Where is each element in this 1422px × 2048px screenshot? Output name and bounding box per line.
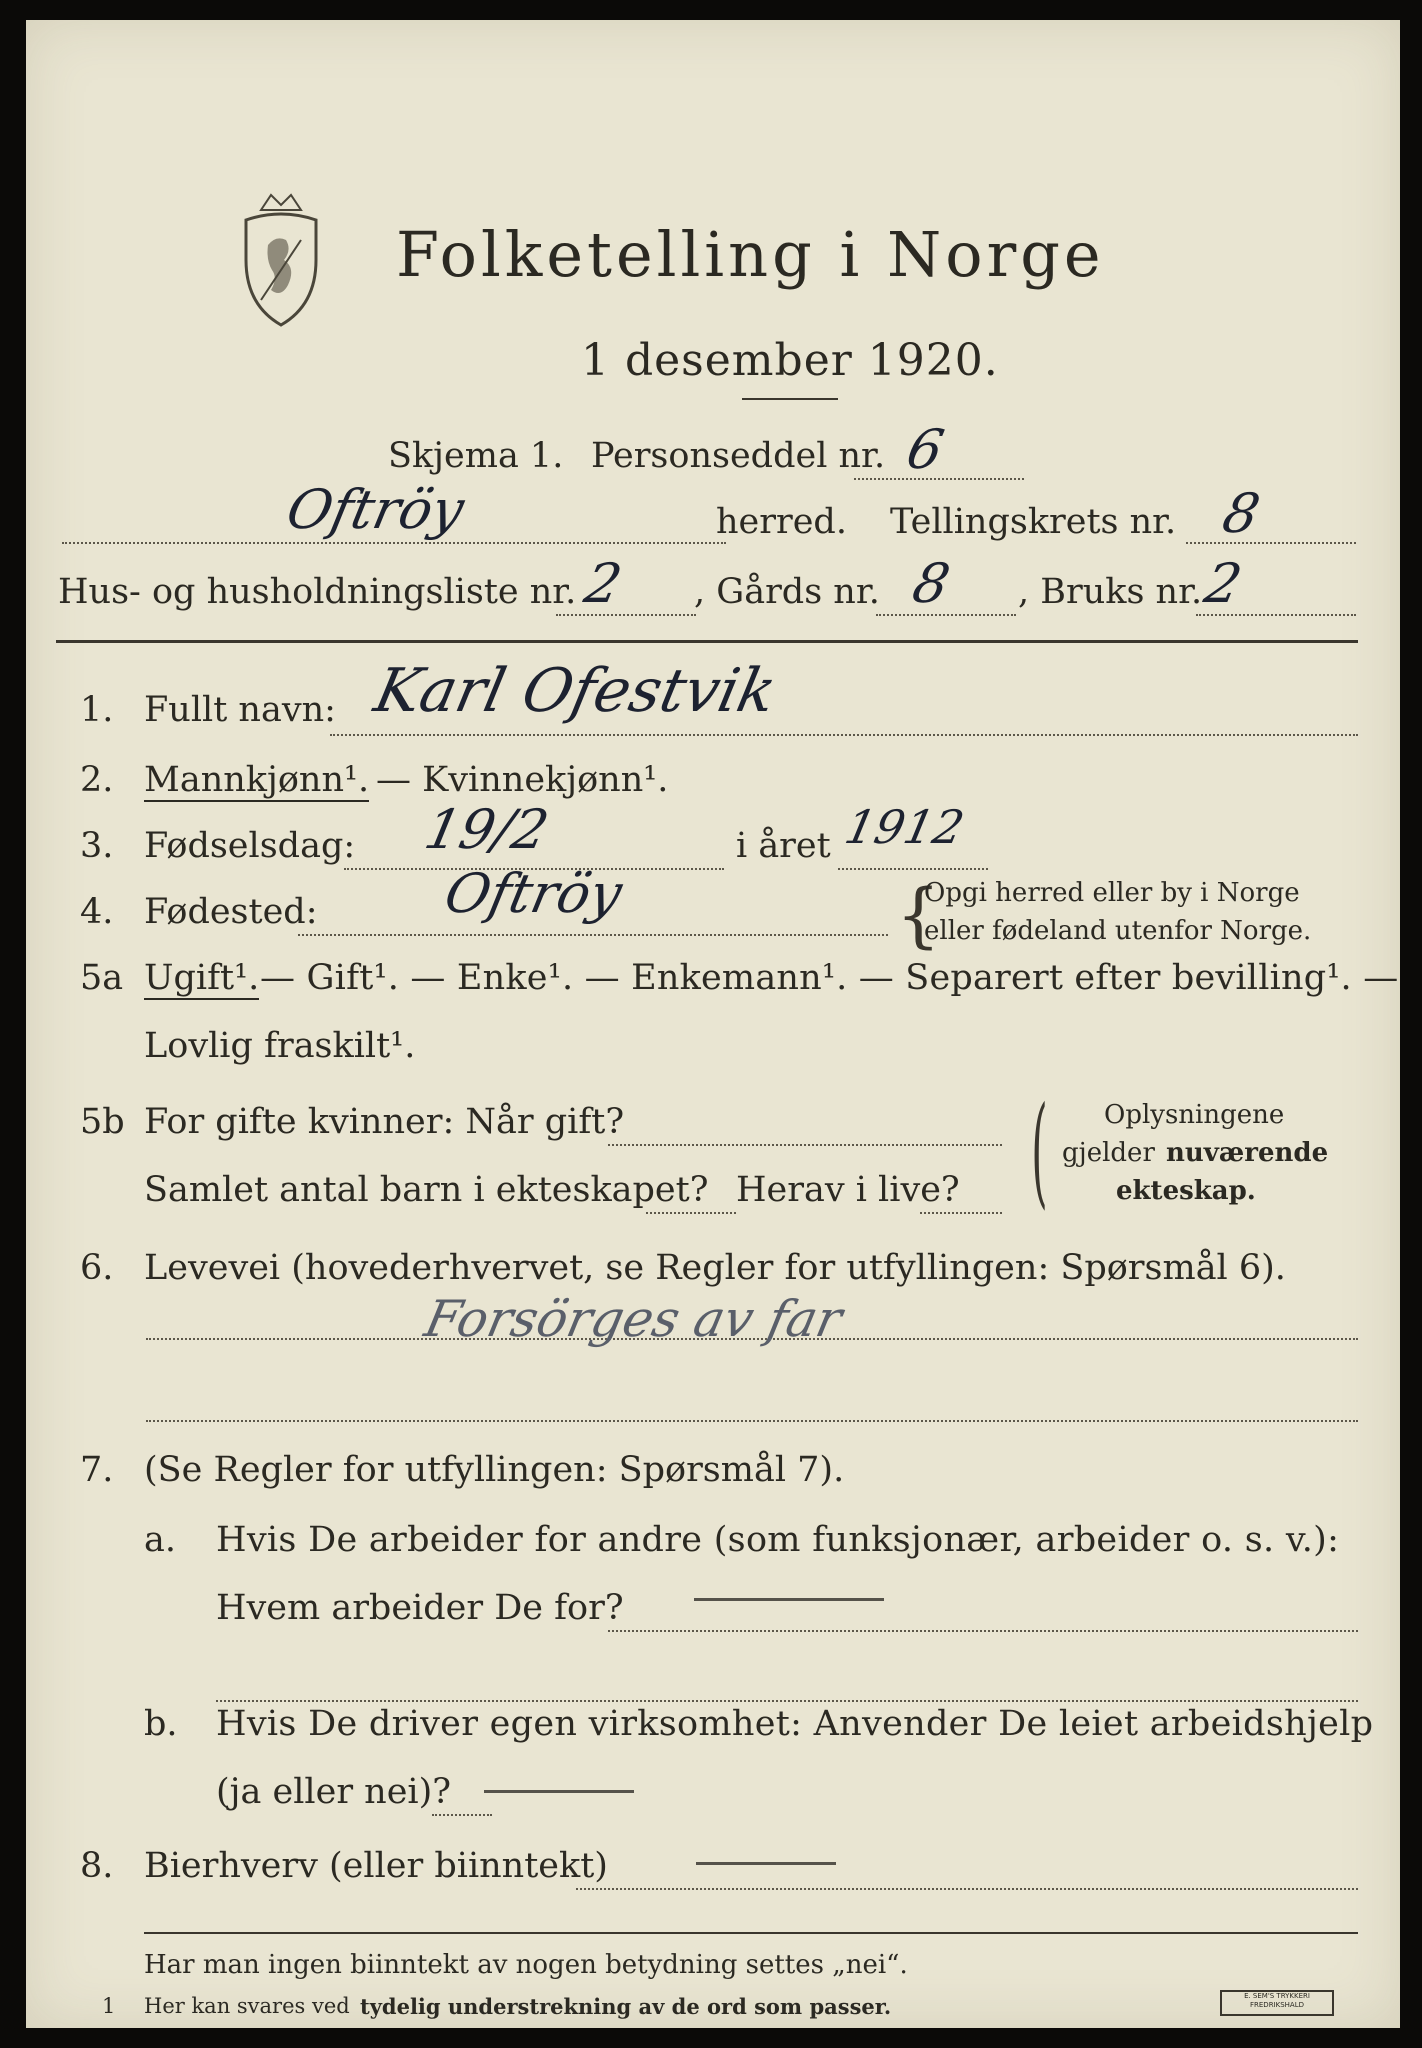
children-total-field[interactable] [646,1212,736,1214]
husholdning-field[interactable] [556,614,696,616]
marriage-note-line1: Oplysningene [1104,1100,1285,1130]
hired-help-field[interactable] [432,1814,492,1816]
q3-number: 3. [80,826,114,866]
q5b-number: 5b [80,1102,125,1142]
husholdning-label: Hus- og husholdningsliste nr. [58,572,577,612]
q7b-line2: (ja eller nei)? [216,1772,452,1812]
title-divider [742,398,838,400]
herred-label: herred. [716,502,847,542]
husholdning-value: 2 [579,552,628,615]
form-title: Folketelling i Norge [396,218,1105,291]
occupation-value: Forsörges av far [419,1290,848,1348]
year-label: i året [736,826,831,866]
marriage-note-line2a: gjelder [1062,1138,1155,1168]
marriage-note-line3: ekteskap. [1116,1176,1256,1206]
gards-value: 8 [907,552,956,615]
q4-label: Fødested: [144,892,318,932]
census-date: 1 desember 1920. [581,335,999,386]
header-divider [56,640,1358,643]
gards-field[interactable] [876,614,1016,616]
q1-label: Fullt navn: [144,690,336,730]
employer-dash [694,1598,884,1601]
footnote-text-a: Her kan svares ved [144,1994,350,2018]
herred-value: Oftröy [281,478,470,541]
employer-field-2[interactable] [216,1700,1358,1702]
birthplace-note-line1: Opgi herred eller by i Norge [924,878,1300,908]
marriage-note-brace: ( [1031,1082,1048,1221]
footnote-text-b: tydelig understrekning av de ord som passer. [360,1994,892,2019]
female-option[interactable]: — Kvinnekjønn¹. [376,760,669,800]
tellingskrets-field[interactable] [1186,542,1356,544]
personseddel-field[interactable] [854,478,1024,480]
census-form-page [26,20,1400,2028]
personseddel-value: 6 [901,418,950,481]
personseddel-label: Personseddel nr. [591,436,886,476]
children-total-label: Samlet antal barn i ekteskapet? [144,1170,709,1210]
q6-label: Levevei (hovederhvervet, se Regler for utfyllingen: Spørsmål 6). [144,1248,1286,1288]
gards-label: , Gårds nr. [694,572,880,612]
printer-stamp: E. SEM'S TRYKKERI FREDRIKSHALD [1220,1990,1334,2016]
q2-number: 2. [80,760,114,800]
full-name-value: Karl Ofestvik [368,656,783,726]
q7b-letter: b. [144,1704,178,1744]
q7-number: 7. [80,1450,114,1490]
birthplace-note-line2: eller fødeland utenfor Norge. [924,916,1312,946]
children-alive-label: Herav i live? [736,1170,960,1210]
birthyear-value: 1912 [840,800,969,854]
children-alive-field[interactable] [920,1212,1002,1214]
q7-label: (Se Regler for utfyllingen: Spørsmål 7). [144,1450,845,1490]
q7a-line2: Hvem arbeider De for? [216,1588,624,1628]
birthplace-value: Oftröy [439,862,628,925]
bruks-label: , Bruks nr. [1018,572,1203,612]
herred-field[interactable] [62,542,726,544]
q6-number: 6. [80,1248,114,1288]
q7b-line1: Hvis De driver egen virksomhet: Anvender De leiet arbeidshjelp [216,1704,1374,1744]
q3-label: Fødselsdag: [144,826,356,866]
hired-help-dash [484,1790,634,1793]
married-when-field[interactable] [608,1144,1002,1146]
occupation-field-2[interactable] [146,1420,1358,1422]
q7a-line1: Hvis De arbeider for andre (som funksjonær, arbeider o. s. v.): [216,1520,1340,1560]
side-income-field[interactable] [576,1888,1358,1890]
coat-of-arms-icon [226,190,336,330]
marital-options[interactable]: — Gift¹. — Enke¹. — Enkemann¹. — Separert efter bevilling¹. — [260,958,1399,998]
schema-label: Skjema 1. [388,436,564,476]
marriage-note-line2b: nuværende [1166,1138,1329,1168]
birthplace-note-brace: { [896,874,941,956]
side-income-dash [696,1862,836,1865]
birthplace-field[interactable] [298,934,888,936]
q1-number: 1. [80,690,114,730]
bruks-value: 2 [1199,552,1248,615]
q4-number: 4. [80,892,114,932]
male-option[interactable]: Mannkjønn¹. [144,760,370,800]
q5a-number: 5a [80,958,124,998]
footer-divider [144,1932,1358,1934]
employer-field[interactable] [608,1630,1358,1632]
birthyear-field[interactable] [838,868,988,870]
q8-number: 8. [80,1846,114,1886]
birthdate-value: 19/2 [419,798,554,861]
divorced-option[interactable]: Lovlig fraskilt¹. [144,1026,416,1066]
full-name-field[interactable] [330,734,1358,736]
tellingskrets-label: Tellingskrets nr. [890,502,1177,542]
married-when-label: For gifte kvinner: Når gift? [144,1102,625,1142]
footnote-number: 1 [102,1994,116,2018]
unmarried-option[interactable]: Ugift¹. [144,958,260,998]
q7a-letter: a. [144,1520,176,1560]
footer-note: Har man ingen biinntekt av nogen betydning settes „nei“. [144,1950,908,1980]
q8-label: Bierhverv (eller biinntekt) [144,1846,608,1886]
tellingskrets-value: 8 [1217,482,1266,545]
